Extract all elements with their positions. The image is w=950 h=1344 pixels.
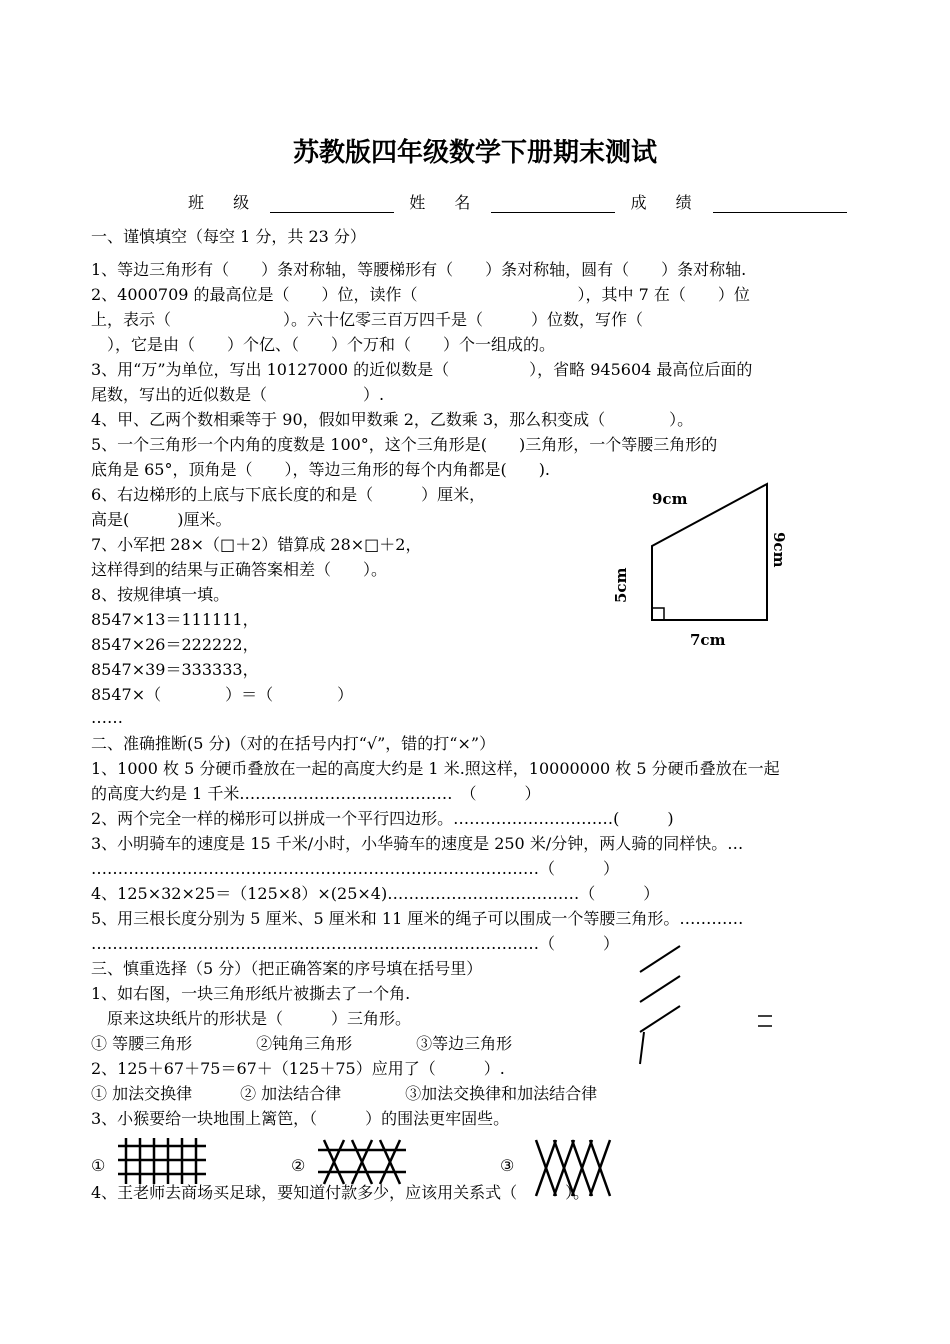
- s1-line-12: 7、小军把 28×（□＋2）错算成 28×□＋2，: [91, 535, 422, 554]
- s1-line-14: 8、按规律填一填。: [91, 585, 230, 604]
- s1-line-4: ），它是由（ ）个亿、（ ）个万和（ ）个一组成的。: [91, 335, 556, 354]
- trapezoid-figure: [600, 480, 800, 650]
- section1-heading: 一、谨慎填空（每空 1 分，共 23 分）: [91, 227, 366, 246]
- s2-line-2: 的高度大约是 1 千米.………………………………… （ ）: [91, 784, 541, 803]
- s2-line-6: 4、125×32×25＝（125×8）×(25×4)………………………………（ ）: [91, 884, 660, 903]
- s3-line-5: ① 加法交换律 ② 加法结合律 ③加法交换律和加法结合律: [91, 1084, 598, 1103]
- fence-x-cross-icon[interactable]: [318, 1138, 408, 1186]
- torn-triangle-figure: [630, 940, 780, 1070]
- page-title: 苏教版四年级数学下册期末测试: [292, 138, 657, 168]
- s1-line-15: 8547×13＝111111，: [91, 610, 259, 629]
- score-field[interactable]: [713, 194, 847, 213]
- trapezoid-top-label: 9cm: [652, 490, 688, 508]
- section2-heading: 二、准确推断(5 分)（对的在括号内打“√”，错的打“×”）: [91, 734, 496, 753]
- s3-line-6: 3、小猴要给一块地围上篱笆，（ ）的围法更牢固些。: [91, 1109, 510, 1128]
- fence-grid-icon[interactable]: [118, 1138, 208, 1186]
- s1-line-18: 8547×（ ）＝（ ）: [91, 685, 354, 704]
- score-label: 成 绩: [630, 193, 704, 212]
- name-field[interactable]: [491, 194, 615, 213]
- s3-line-1: 1、如右图，一块三角形纸片被撕去了一个角.: [91, 984, 411, 1003]
- torn-edge-2: [640, 976, 680, 1002]
- triangle-side: [640, 1032, 644, 1064]
- name-label: 姓 名: [409, 193, 483, 212]
- s1-line-9: 底角是 65°，顶角是（ ），等边三角形的每个内角都是( ).: [91, 460, 551, 479]
- s1-line-3: 上，表示（ ）。六十亿零三百万四千是（ ）位数，写作（: [91, 310, 644, 329]
- s2-line-5: …………………………………………………………………………（ ）: [91, 859, 620, 878]
- s1-line-19: ……: [91, 708, 123, 727]
- s2-line-3: 2、两个完全一样的梯形可以拼成一个平行四边形。…………………………( ): [91, 809, 674, 828]
- s3-line-2: 原来这块纸片的形状是（ ）三角形。: [91, 1009, 412, 1028]
- s1-line-16: 8547×26＝222222，: [91, 635, 259, 654]
- s1-line-13: 这样得到的结果与正确答案相差（ ）。: [91, 560, 388, 579]
- trapezoid-bottom-label: 7cm: [690, 631, 726, 649]
- s1-line-8: 5、一个三角形一个内角的度数是 100°，这个三角形是( )三角形，一个等腰三角形的: [91, 435, 718, 454]
- torn-edge-3: [640, 1006, 680, 1032]
- trapezoid-left-label: 5cm: [612, 567, 630, 603]
- fence-option-1-label: ①: [91, 1156, 106, 1175]
- s3-line-3: ① 等腰三角形 ②钝角三角形 ③等边三角形: [91, 1034, 513, 1053]
- fence-option-3-label: ③: [500, 1156, 515, 1175]
- trapezoid-right-label: 9cm: [770, 532, 788, 568]
- s1-line-2: 2、4000709 的最高位是（ ）位，读作（ ），其中 7 在（ ）位: [91, 285, 750, 304]
- s2-line-4: 3、小明骑车的速度是 15 千米/小时，小华骑车的速度是 250 米/分钟，两人骑的同样快。…: [91, 834, 744, 853]
- right-angle-mark: [652, 608, 664, 620]
- torn-edge-1: [640, 946, 680, 972]
- class-label: 班 级: [188, 193, 262, 212]
- class-field[interactable]: [270, 194, 394, 213]
- section3-heading: 三、慎重选择（5 分）（把正确答案的序号填在括号里）: [91, 959, 483, 978]
- s3-line-4: 2、125＋67＋75＝67＋（125＋75）应用了（ ）.: [91, 1059, 505, 1078]
- s2-line-7: 5、用三根长度分别为 5 厘米、5 厘米和 11 厘米的绳子可以围成一个等腰三角形。…………: [91, 909, 744, 928]
- fence-option-2-label: ②: [291, 1156, 306, 1175]
- s2-line-8: …………………………………………………………………………（ ）: [91, 934, 620, 953]
- s1-line-10: 6、右边梯形的上底与下底长度的和是（ ）厘米，: [91, 485, 486, 504]
- s1-line-11: 高是( )厘米。: [91, 510, 232, 529]
- s1-line-6: 尾数，写出的近似数是（ ）.: [91, 385, 385, 404]
- s1-line-5: 3、用“万”为单位，写出 10127000 的近似数是（ ），省略 945604 最高位后面的: [91, 360, 753, 379]
- s1-line-17: 8547×39＝333333，: [91, 660, 259, 679]
- s1-line-1: 1、等边三角形有（ ）条对称轴，等腰梯形有（ ）条对称轴，圆有（ ）条对称轴.: [91, 260, 747, 279]
- student-info-row: [188, 190, 857, 213]
- s1-line-7: 4、甲、乙两个数相乘等于 90，假如甲数乘 2，乙数乘 3，那么积变成（ ）。: [91, 410, 694, 429]
- s2-line-1: 1、1000 枚 5 分硬币叠放在一起的高度大约是 1 米.照这样，10000000 枚 5 分硬币叠放在一起: [91, 759, 780, 778]
- s3-line-7: 4、王老师去商场买足球，要知道付款多少，应该用关系式（ ）。: [91, 1183, 590, 1202]
